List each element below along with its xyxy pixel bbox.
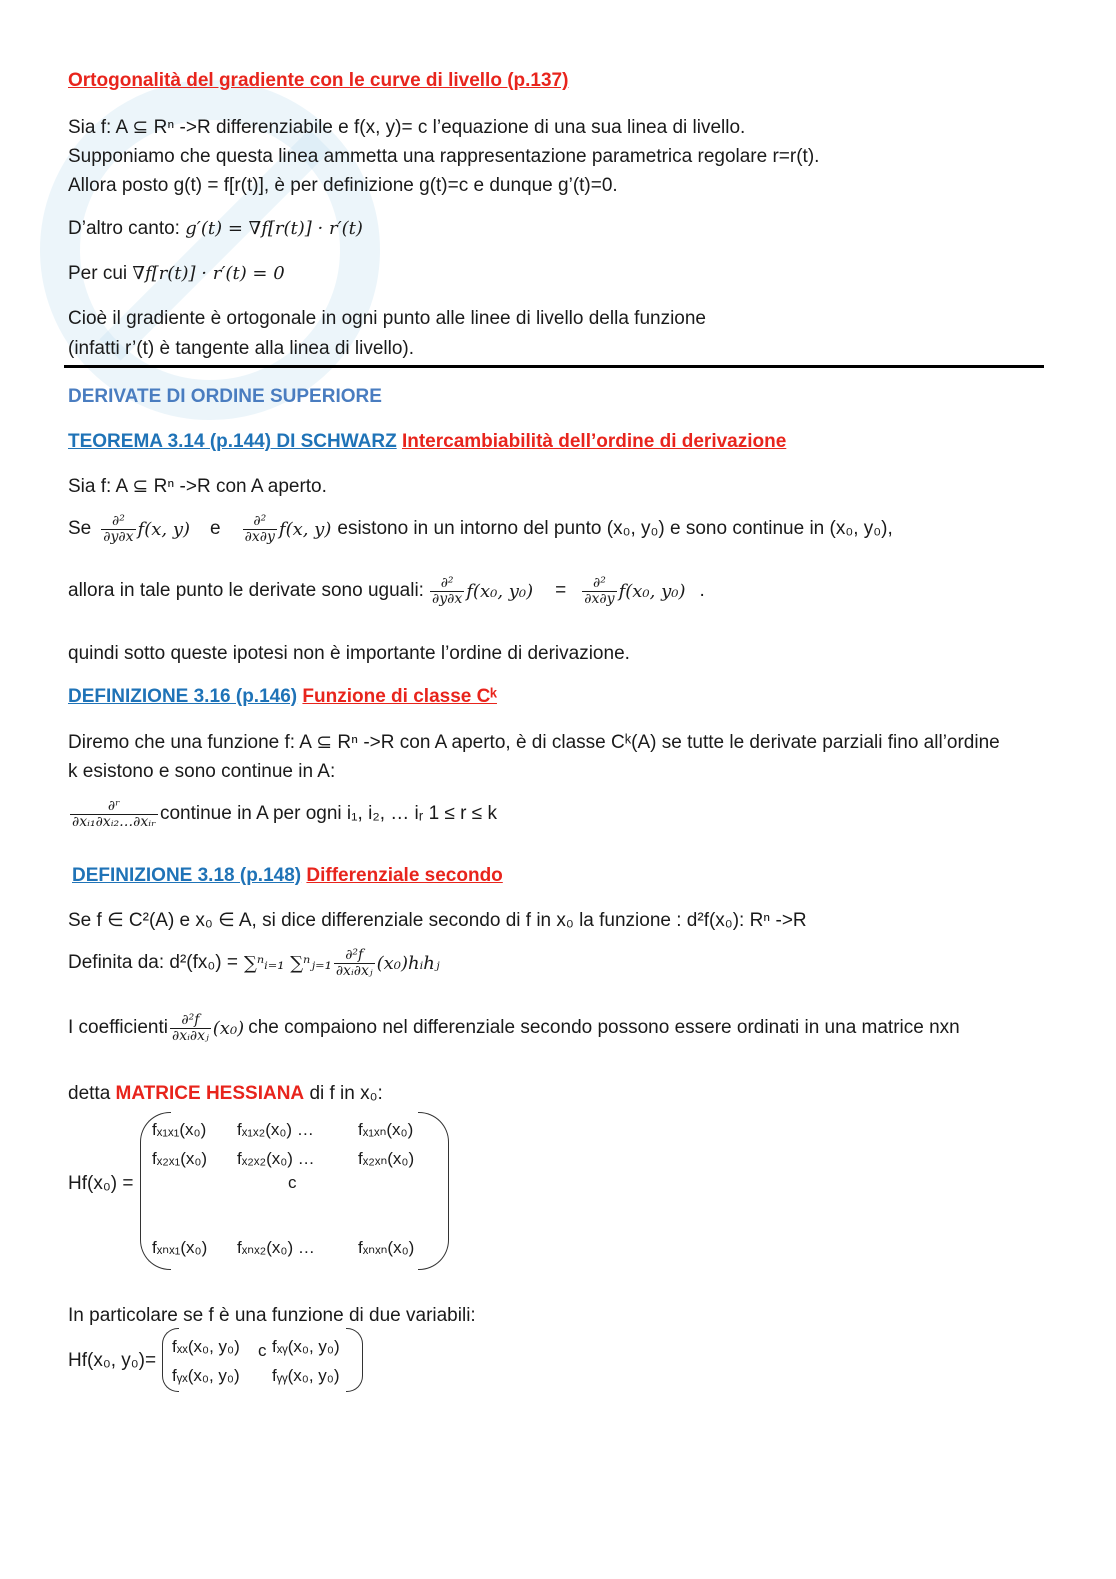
definition-heading (68, 686, 497, 708)
text-rest: esistono in un intorno del punto (x₀, y₀) e sono continue in (x₀, y₀), (337, 518, 893, 540)
formula-line (68, 218, 363, 240)
fraction-numerator: ∂² (593, 575, 606, 591)
hessian2-label: Hf(x₀, y₀)= (68, 1350, 157, 1371)
matrix-cell: fₓₙₓ₂(x₀) … (237, 1238, 315, 1257)
text-line: Diremo che una funzione f: A ⊆ Rⁿ ->R con A aperto, è di classe Cᵏ(A) se tutte le derivate parziali fino all’ordine (68, 732, 1000, 753)
matrix-cell: fₓ₂ₓₙ(x₀) (358, 1149, 415, 1168)
formula-line (68, 799, 497, 829)
text-rest: che compaiono nel differenziale secondo possono essere ordinati in una matrice nxn (248, 1017, 960, 1039)
text-prefix: I coefficienti (68, 1017, 168, 1039)
fraction-dr-partial (70, 799, 158, 829)
matrix-cell: c (288, 1173, 297, 1192)
fraction-d2-dydx (430, 576, 464, 606)
matrix-right-bracket (418, 1112, 449, 1270)
matrix-cell: fₓᵧ(x₀, y₀) (272, 1337, 340, 1356)
formula-line (68, 1013, 960, 1043)
text-prefix: Per cui (68, 263, 128, 284)
matrix-cell: c (258, 1341, 267, 1360)
formula-line (68, 263, 285, 285)
text-line: Sia f: A ⊆ Rⁿ ->R differenziabile e f(x, y)= c l’equazione di una sua linea di livello. (68, 117, 746, 138)
function-fxy: f(x, y) (137, 518, 191, 540)
text-line: Sia f: A ⊆ Rⁿ ->R con A aperto. (68, 476, 327, 497)
text-line: (infatti r’(t) è tangente alla linea di livello). (68, 338, 415, 359)
matrix-cell: fₓ₁ₓ₂(x₀) … (237, 1120, 314, 1139)
theorem-label: TEOREMA 3.14 (p.144) DI SCHWARZ (68, 431, 397, 452)
text-prefix: D’altro canto: (68, 218, 180, 239)
function-f0: f(x₀, y₀) (466, 580, 534, 602)
matrix-cell: fₓₓ(x₀, y₀) (172, 1337, 240, 1356)
formula-line (68, 948, 440, 978)
fraction-numerator: ∂²f (345, 947, 364, 963)
text-line: Allora posto g(t) = f[r(t)], è per definizione g(t)=c e dunque g’(t)=0. (68, 175, 618, 196)
matrix-right-bracket (346, 1328, 363, 1392)
period: . (699, 580, 705, 602)
heading-derivate-ordine-superiore: DERIVATE DI ORDINE SUPERIORE (68, 386, 382, 407)
formula-orthogonality: ∇f[r(t)] · r′(t) = 0 (132, 263, 285, 284)
definition-heading (72, 865, 503, 887)
term-matrice-hessiana: MATRICE HESSIANA (115, 1083, 305, 1104)
fraction-d2f (334, 948, 375, 978)
text-prefix: Definita da: d²(fx₀) = (68, 952, 238, 974)
function-f0: f(x₀, y₀) (618, 580, 686, 602)
text-e: e (210, 518, 221, 540)
fraction-d2-dydx (101, 514, 135, 544)
function-fxy: f(x, y) (278, 518, 332, 540)
text-prefix: allora in tale punto le derivate sono uguali: (68, 580, 424, 602)
theorem-heading (68, 431, 786, 453)
matrix-cell: fᵧᵧ(x₀, y₀) (272, 1366, 340, 1385)
text-prefix: detta (68, 1083, 111, 1104)
text-line: Supponiamo che questa linea ammetta una rappresentazione parametrica regolare r=r(t). (68, 146, 820, 167)
equals-sign: = (555, 580, 567, 602)
matrix-cell: fₓₙₓ₁(x₀) (152, 1238, 208, 1257)
fraction-denominator: ∂x∂y (584, 590, 615, 607)
matrix-cell: fₓ₁ₓ₁(x₀) (152, 1120, 207, 1139)
fraction-denominator: ∂y∂x (431, 590, 463, 607)
schwarz-hypothesis (68, 514, 893, 544)
fraction-d2-dxdy (243, 514, 277, 544)
text-rest: di f in x₀: (309, 1083, 383, 1104)
fraction-numerator: ∂²f (181, 1012, 200, 1028)
fraction-d2-dxdy (582, 576, 616, 606)
matrix-cell: fₓ₂ₓ₂(x₀) … (237, 1149, 315, 1168)
double-sum: ∑ⁿᵢ₌₁ ∑ⁿⱼ₌₁ (243, 952, 332, 974)
section-title-ortogonalita: Ortogonalità del gradiente con le curve di livello (p.137) (68, 70, 569, 91)
theorem-title: Intercambiabilità dell’ordine di derivazione (401, 431, 787, 452)
definition-title: Differenziale secondo (306, 865, 503, 886)
text-line: quindi sotto queste ipotesi non è importante l’ordine di derivazione. (68, 643, 630, 664)
definition-label: DEFINIZIONE 3.18 (p.148) (72, 865, 302, 886)
horizontal-rule (64, 365, 1044, 368)
fraction-numerator: ∂² (111, 513, 125, 529)
text-line: Cioè il gradiente è ortogonale in ogni punto alle linee di livello della funzione (68, 308, 706, 329)
hessian-label: Hf(x₀) = (68, 1173, 134, 1194)
text-line: Se f ∈ C²(A) e x₀ ∈ A, si dice differenziale secondo di f in x₀ la funzione : d²f(x₀): Rⁿ ->R (68, 910, 807, 931)
fraction-numerator: ∂² (440, 575, 454, 591)
matrix-cell: fₓ₂ₓ₁(x₀) (152, 1149, 208, 1168)
fraction-denominator: ∂xᵢ₁∂xᵢ₂…∂xᵢᵣ (72, 813, 156, 830)
formula-tail: (x₀)hᵢhⱼ (376, 952, 440, 974)
text-line (68, 1083, 383, 1105)
fraction-denominator: ∂xᵢ∂xⱼ (335, 962, 373, 979)
formula-gradient-chain: g′(t) = ∇f[r(t)] · r′(t) (185, 218, 363, 239)
fraction-denominator: ∂x∂y (244, 528, 275, 545)
fraction-denominator: ∂y∂x (103, 528, 134, 545)
fraction-denominator: ∂xᵢ∂xⱼ (171, 1027, 209, 1044)
definition-label: DEFINIZIONE 3.16 (p.146) (68, 686, 298, 707)
fraction-numerator: ∂² (253, 513, 267, 529)
text-rest: continue in A per ogni i₁, i₂, … iᵣ 1 ≤ r ≤ k (159, 803, 497, 825)
matrix-cell: fₓ₁ₓₙ(x₀) (358, 1120, 414, 1139)
definition-title: Funzione di classe Cᵏ (302, 686, 497, 707)
fraction-numerator: ∂ʳ (107, 798, 121, 814)
matrix-cell: fᵧₓ(x₀, y₀) (172, 1366, 240, 1385)
formula-x0: (x₀) (212, 1017, 245, 1039)
text-line: In particolare se f è una funzione di due variabili: (68, 1305, 476, 1326)
text-se: Se (68, 518, 92, 540)
schwarz-thesis (68, 576, 705, 606)
matrix-cell: fₓₙₓₙ(x₀) (358, 1238, 415, 1257)
text-line: k esistono e sono continue in A: (68, 761, 336, 782)
fraction-d2f (170, 1013, 211, 1043)
